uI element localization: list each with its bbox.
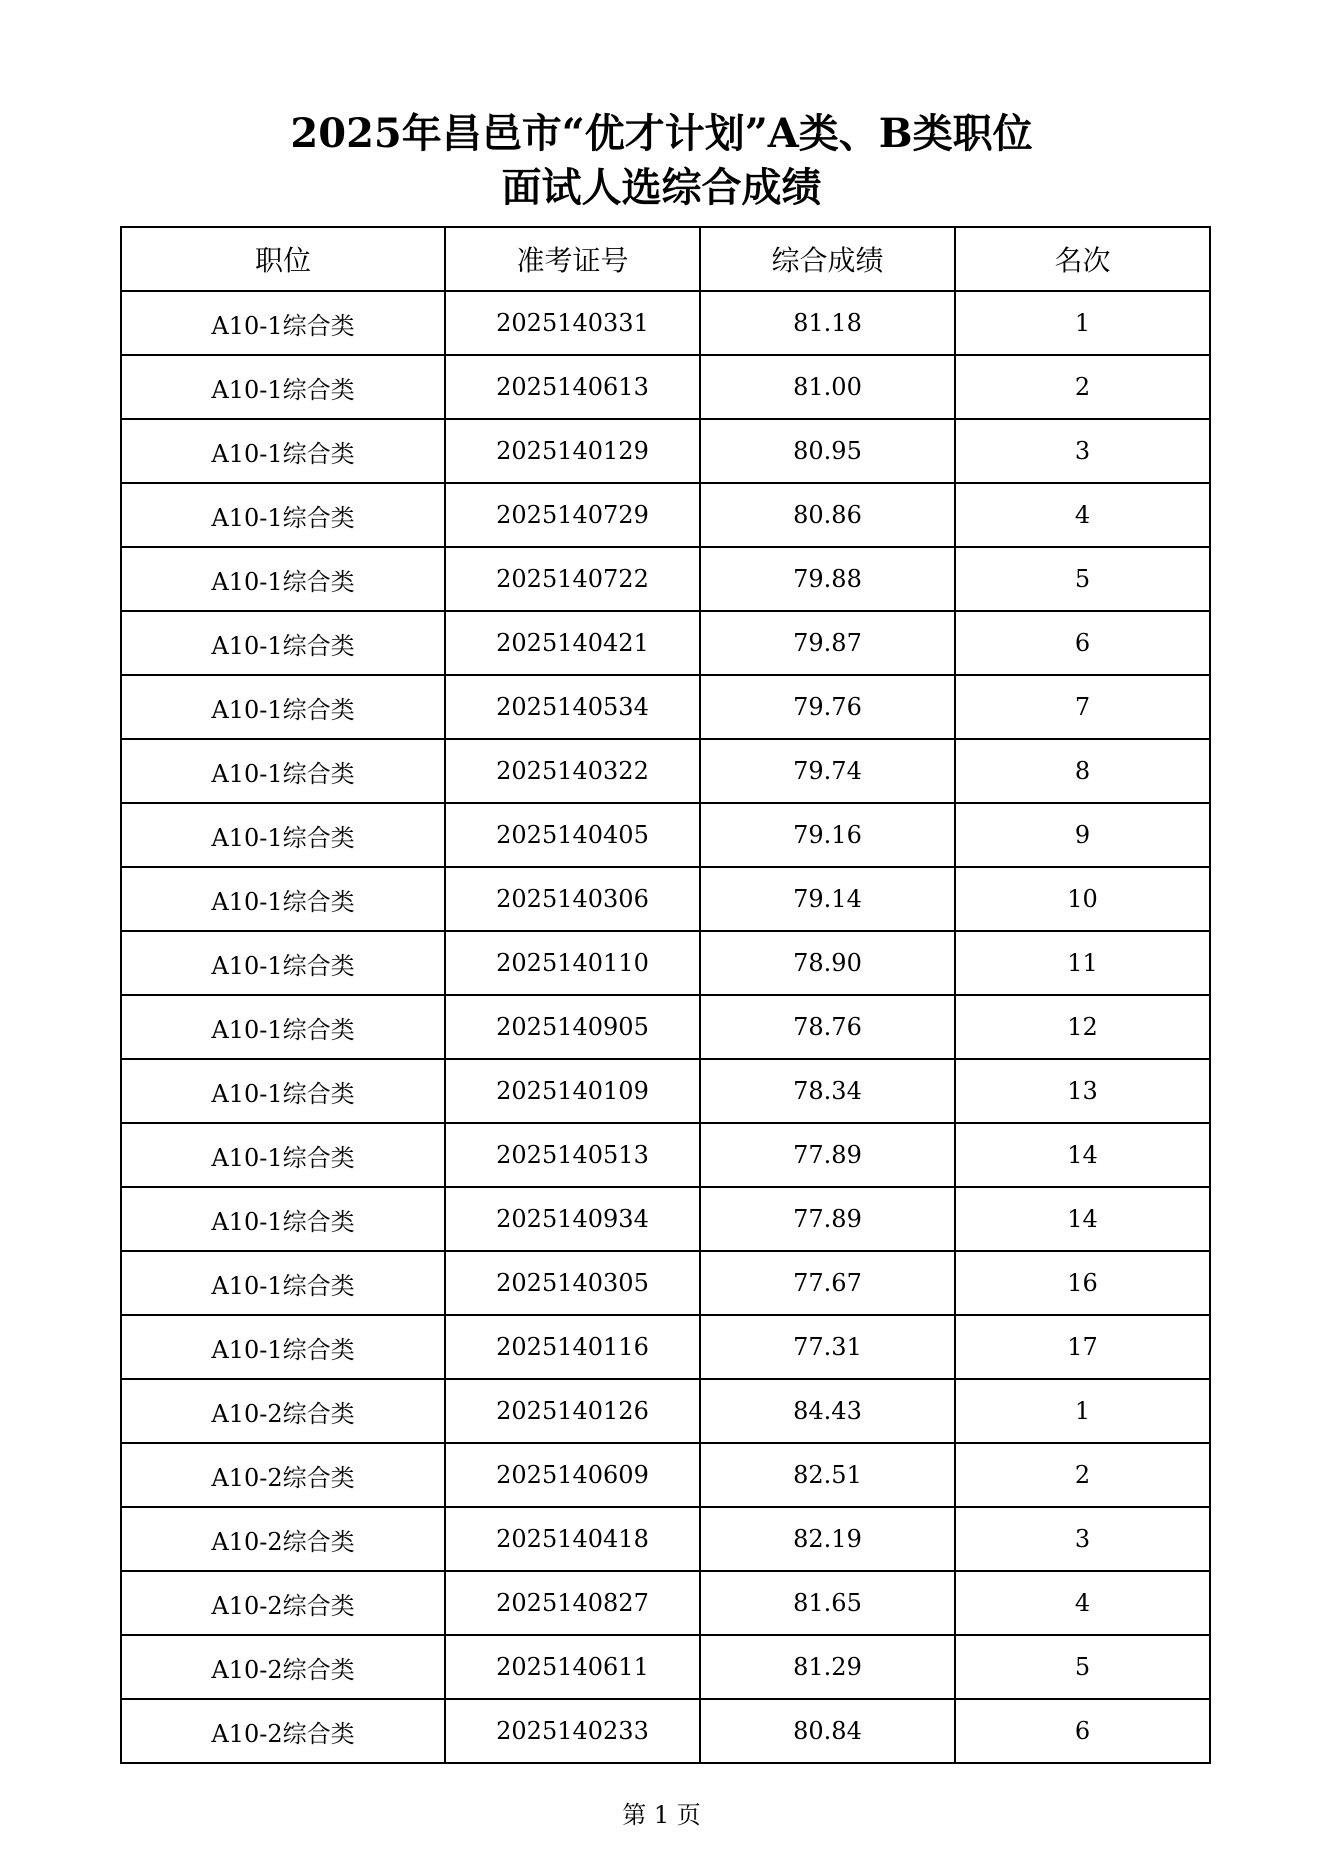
cell-score: 77.89 [700, 1123, 955, 1187]
header-position: 职位 [121, 227, 445, 291]
cell-exam-number: 2025140110 [445, 931, 700, 995]
cell-position: A10-1综合类 [121, 611, 445, 675]
header-score: 综合成绩 [700, 227, 955, 291]
table-row [121, 1379, 1210, 1443]
cell-rank: 4 [955, 483, 1210, 547]
table-row [121, 1187, 1210, 1251]
cell-rank: 10 [955, 867, 1210, 931]
cell-rank: 2 [955, 1443, 1210, 1507]
cell-score: 77.31 [700, 1315, 955, 1379]
table-row [121, 803, 1210, 867]
cell-rank: 11 [955, 931, 1210, 995]
table-row [121, 1635, 1210, 1699]
table-row [121, 483, 1210, 547]
cell-position: A10-1综合类 [121, 1123, 445, 1187]
cell-exam-number: 2025140513 [445, 1123, 700, 1187]
cell-position: A10-1综合类 [121, 483, 445, 547]
cell-position: A10-1综合类 [121, 739, 445, 803]
cell-exam-number: 2025140305 [445, 1251, 700, 1315]
cell-exam-number: 2025140116 [445, 1315, 700, 1379]
cell-rank: 8 [955, 739, 1210, 803]
cell-rank: 14 [955, 1187, 1210, 1251]
cell-score: 78.34 [700, 1059, 955, 1123]
cell-exam-number: 2025140306 [445, 867, 700, 931]
cell-exam-number: 2025140611 [445, 1635, 700, 1699]
cell-exam-number: 2025140126 [445, 1379, 700, 1443]
cell-position: A10-2综合类 [121, 1379, 445, 1443]
cell-rank: 3 [955, 419, 1210, 483]
cell-rank: 5 [955, 547, 1210, 611]
cell-position: A10-2综合类 [121, 1699, 445, 1763]
cell-rank: 9 [955, 803, 1210, 867]
cell-exam-number: 2025140613 [445, 355, 700, 419]
cell-score: 80.84 [700, 1699, 955, 1763]
document-title: 2025年昌邑市“优才计划”A类、B类职位 [290, 110, 1033, 157]
cell-position: A10-1综合类 [121, 291, 445, 355]
cell-position: A10-2综合类 [121, 1443, 445, 1507]
cell-exam-number: 2025140418 [445, 1507, 700, 1571]
table-row [121, 355, 1210, 419]
cell-position: A10-1综合类 [121, 867, 445, 931]
cell-position: A10-1综合类 [121, 419, 445, 483]
cell-score: 79.87 [700, 611, 955, 675]
cell-score: 82.19 [700, 1507, 955, 1571]
cell-exam-number: 2025140331 [445, 291, 700, 355]
table-row [121, 1315, 1210, 1379]
cell-exam-number: 2025140722 [445, 547, 700, 611]
cell-position: A10-1综合类 [121, 931, 445, 995]
table-row [121, 419, 1210, 483]
cell-rank: 14 [955, 1123, 1210, 1187]
cell-score: 79.76 [700, 675, 955, 739]
table-row [121, 291, 1210, 355]
cell-score: 79.16 [700, 803, 955, 867]
cell-score: 79.74 [700, 739, 955, 803]
table-row [121, 1571, 1210, 1635]
cell-score: 77.89 [700, 1187, 955, 1251]
cell-rank: 6 [955, 1699, 1210, 1763]
table-row [121, 995, 1210, 1059]
table-row [121, 1507, 1210, 1571]
cell-score: 78.76 [700, 995, 955, 1059]
document-subtitle: 面试人选综合成绩 [501, 164, 822, 211]
cell-position: A10-1综合类 [121, 1187, 445, 1251]
cell-rank: 6 [955, 611, 1210, 675]
cell-position: A10-1综合类 [121, 1059, 445, 1123]
cell-exam-number: 2025140905 [445, 995, 700, 1059]
cell-rank: 3 [955, 1507, 1210, 1571]
cell-rank: 5 [955, 1635, 1210, 1699]
page-number: 第 1 页 [622, 1801, 701, 1829]
cell-exam-number: 2025140827 [445, 1571, 700, 1635]
table-header-row [121, 227, 1210, 291]
cell-exam-number: 2025140934 [445, 1187, 700, 1251]
cell-rank: 2 [955, 355, 1210, 419]
table-row [121, 867, 1210, 931]
cell-score: 81.00 [700, 355, 955, 419]
cell-score: 82.51 [700, 1443, 955, 1507]
table-row [121, 1059, 1210, 1123]
table-row [121, 931, 1210, 995]
table-row [121, 1123, 1210, 1187]
cell-rank: 7 [955, 675, 1210, 739]
cell-position: A10-1综合类 [121, 995, 445, 1059]
cell-exam-number: 2025140322 [445, 739, 700, 803]
cell-exam-number: 2025140233 [445, 1699, 700, 1763]
cell-exam-number: 2025140609 [445, 1443, 700, 1507]
cell-score: 77.67 [700, 1251, 955, 1315]
table-row [121, 547, 1210, 611]
cell-position: A10-2综合类 [121, 1507, 445, 1571]
table-row [121, 1251, 1210, 1315]
cell-exam-number: 2025140109 [445, 1059, 700, 1123]
cell-exam-number: 2025140729 [445, 483, 700, 547]
cell-score: 81.29 [700, 1635, 955, 1699]
cell-exam-number: 2025140129 [445, 419, 700, 483]
cell-position: A10-1综合类 [121, 547, 445, 611]
cell-exam-number: 2025140421 [445, 611, 700, 675]
scores-table [120, 226, 1211, 1764]
cell-score: 79.14 [700, 867, 955, 931]
cell-position: A10-2综合类 [121, 1635, 445, 1699]
table-row [121, 675, 1210, 739]
cell-exam-number: 2025140534 [445, 675, 700, 739]
cell-score: 80.86 [700, 483, 955, 547]
cell-score: 84.43 [700, 1379, 955, 1443]
cell-score: 79.88 [700, 547, 955, 611]
table-row [121, 739, 1210, 803]
cell-score: 81.65 [700, 1571, 955, 1635]
table-row [121, 1699, 1210, 1763]
table-body [121, 291, 1210, 1763]
table-row [121, 1443, 1210, 1507]
cell-position: A10-2综合类 [121, 1571, 445, 1635]
cell-position: A10-1综合类 [121, 803, 445, 867]
table-row [121, 611, 1210, 675]
cell-position: A10-1综合类 [121, 1315, 445, 1379]
cell-score: 78.90 [700, 931, 955, 995]
cell-position: A10-1综合类 [121, 355, 445, 419]
cell-score: 81.18 [700, 291, 955, 355]
cell-rank: 1 [955, 291, 1210, 355]
header-rank: 名次 [955, 227, 1210, 291]
cell-position: A10-1综合类 [121, 1251, 445, 1315]
cell-rank: 4 [955, 1571, 1210, 1635]
cell-position: A10-1综合类 [121, 675, 445, 739]
cell-rank: 17 [955, 1315, 1210, 1379]
cell-rank: 1 [955, 1379, 1210, 1443]
cell-score: 80.95 [700, 419, 955, 483]
cell-rank: 12 [955, 995, 1210, 1059]
header-exam-number: 准考证号 [445, 227, 700, 291]
cell-exam-number: 2025140405 [445, 803, 700, 867]
cell-rank: 13 [955, 1059, 1210, 1123]
cell-rank: 16 [955, 1251, 1210, 1315]
